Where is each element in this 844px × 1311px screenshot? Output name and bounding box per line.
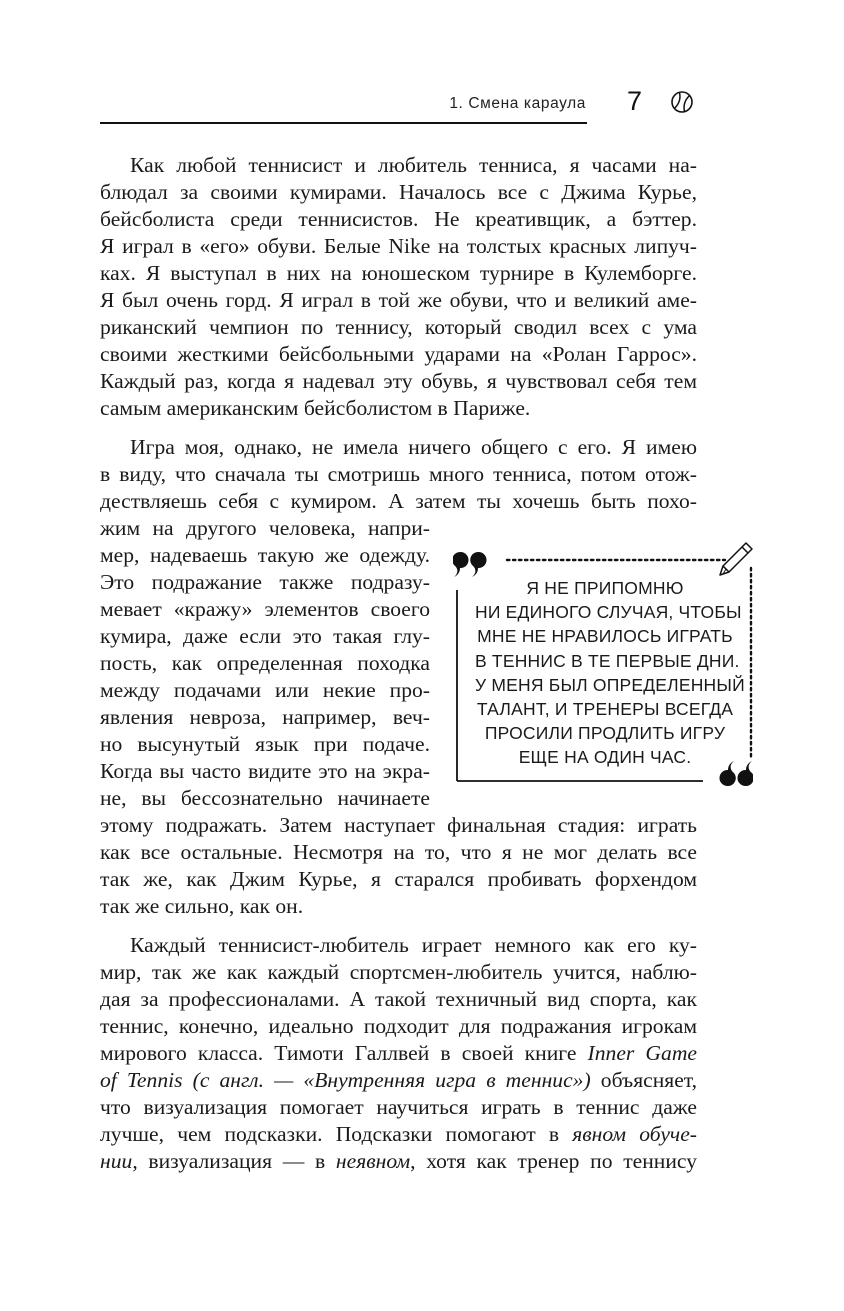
header-rule — [100, 122, 587, 124]
text-line: мир, так же как каждый спортсмен-любитель учится, наблю- — [100, 960, 697, 984]
text-line: Каждый раз, когда я надевал эту обувь, я чувствовал себя тем — [100, 369, 697, 393]
text-line: блюдал за своими кумирами. Началось все с Джима Курье, — [100, 180, 697, 204]
text-line: своими жесткими бейсбольными ударами на «Ролан Гаррос». — [100, 342, 697, 366]
text-line: of Tennis (с англ. — «Внутренняя игра в теннис») объясняет, — [100, 1068, 697, 1092]
pencil-icon — [717, 540, 755, 578]
quote-line: ЕЩЕ НА ОДИН ЧАС. — [518, 747, 692, 768]
text-line: Каждый теннисист-любитель играет немного как его ку- — [130, 933, 697, 957]
quote-line: У МЕНЯ БЫЛ ОПРЕДЕЛЕННЫЙ — [475, 674, 745, 695]
page-number: 7 — [626, 86, 642, 116]
text-line: жим на другого человека, напри- — [100, 516, 430, 540]
text-line: как все остальные. Несмотря на то, что я не мог делать все — [100, 840, 697, 864]
text-line: самым американским бейсболистом в Париже. — [100, 396, 531, 420]
text-line: Когда вы часто видите это на экра- — [100, 759, 430, 783]
text-line: ках. Я выступал в них на юношеском турнире в Кулемборге. — [100, 261, 697, 285]
text-line: мевает «кражу» элементов своего — [100, 597, 430, 621]
text-line: между подачами или некие про- — [100, 678, 430, 702]
text-line: пость, как определенная походка — [100, 651, 430, 675]
text-line: но высунутый язык при подаче. — [100, 732, 430, 756]
text-line: так же сильно, как он. — [100, 894, 304, 918]
text-line: что визуализация помогает научиться играть в теннис даже — [100, 1095, 697, 1119]
text-line: Это подражание также подразу- — [100, 570, 430, 594]
chapter-title: 1. Смена караула — [449, 95, 586, 112]
pull-quote-text — [475, 576, 745, 770]
text-line: не, вы бессознательно начинаете — [100, 786, 430, 810]
text-line: Как любой теннисист и любитель тенниса, я часами на- — [130, 153, 697, 177]
text-line: этому подражать. Затем наступает финальная стадия: играть — [100, 813, 697, 837]
quote-line: Я НЕ ПРИПОМНЮ — [526, 578, 684, 598]
quote-line: В ТЕННИС В ТЕ ПЕРВЫЕ ДНИ. — [475, 650, 740, 671]
text-line: теннис, конечно, идеально подходит для подражания игрокам — [100, 1014, 697, 1038]
quote-line: ПРОСИЛИ ПРОДЛИТЬ ИГРУ — [484, 723, 726, 744]
quote-line: МНЕ НЕ НРАВИЛОСЬ ИГРАТЬ — [477, 626, 733, 647]
text-line: Я был очень горд. Я играл в той же обуви, что и великий аме- — [100, 288, 697, 312]
text-line: так же, как Джим Курье, я старался пробивать форхендом — [100, 867, 697, 891]
text-line: кумира, даже если это такая глу- — [100, 624, 430, 648]
text-line: нии, визуализация — в неявном, хотя как тренер по теннису — [100, 1149, 697, 1173]
text-line: явления невроза, например, веч- — [100, 705, 430, 729]
text-line: Игра моя, однако, не имела ничего общего с его. Я имею — [130, 435, 697, 459]
text-line: Я играл в «его» обуви. Белые Nike на толстых красных липуч- — [100, 234, 697, 258]
quote-line: НИ ЕДИНОГО СЛУЧАЯ, ЧТОБЫ — [475, 602, 742, 623]
running-header — [100, 88, 694, 124]
text-line: бейсболиста среди теннисистов. Не креативщик, а бэттер. — [100, 207, 697, 231]
text-line: дая за профессионалами. А такой техничный вид спорта, как — [100, 987, 697, 1011]
pull-quote — [455, 548, 755, 788]
text-line: мирового класса. Тимоти Галлвей в своей книге Inner Game — [100, 1041, 697, 1065]
text-line: мер, надеваешь такую же одежду. — [100, 543, 430, 567]
text-line: дествляешь себя с кумиром. А затем ты хочешь быть похо- — [100, 489, 697, 513]
text-line: риканский чемпион по теннису, который сводил всех с ума — [100, 315, 697, 339]
text-line: в виду, что сначала ты смотришь много тенниса, потом отож- — [100, 462, 697, 486]
quote-line: ТАЛАНТ, И ТРЕНЕРЫ ВСЕГДА — [476, 699, 734, 720]
tennis-ball-icon — [670, 90, 694, 114]
text-line: лучше, чем подсказки. Подсказки помогают в явном обуче- — [100, 1122, 698, 1146]
